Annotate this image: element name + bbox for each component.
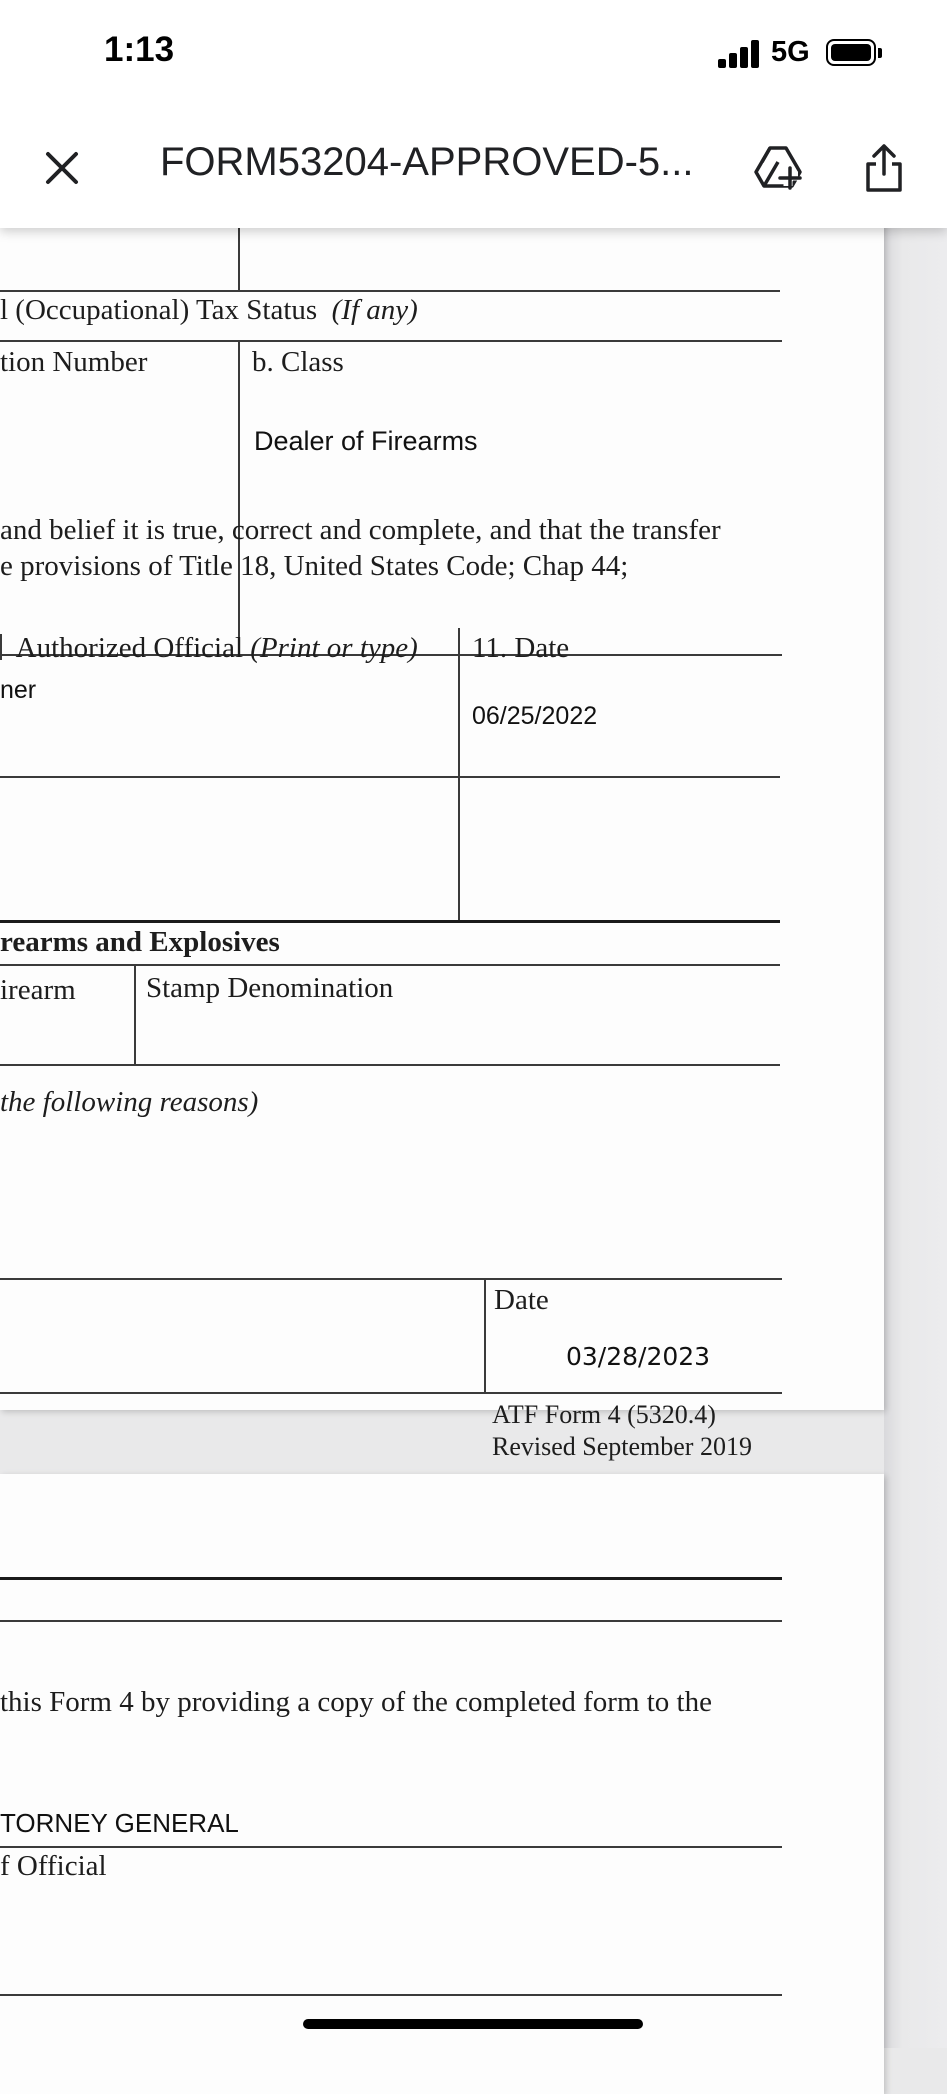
approval-date-value: 03/28/2023 — [566, 1342, 711, 1371]
table-rule — [0, 964, 780, 966]
attorney-general-label: TORNEY GENERAL — [0, 1808, 239, 1838]
form-revision: Revised September 2019 — [492, 1432, 752, 1461]
signal-icon — [718, 40, 762, 68]
viewer-background — [884, 228, 947, 2048]
viewer-toolbar — [0, 108, 947, 228]
firearm-column-label: irearm — [0, 974, 76, 1006]
tax-status-label: l (Occupational) Tax Status (If any) — [0, 294, 418, 326]
battery-icon — [826, 39, 876, 66]
table-rule — [0, 1577, 782, 1580]
add-to-drive-button[interactable] — [752, 142, 804, 194]
share-icon — [860, 140, 908, 196]
table-divider — [238, 340, 240, 654]
official-label: f Official — [0, 1850, 107, 1882]
status-bar — [0, 0, 947, 108]
class-value: Dealer of Firearms — [254, 426, 478, 456]
document-page — [0, 150, 884, 1461]
certification-text-line2: e provisions of Title 18, United States Code; Chap 44; — [0, 550, 629, 582]
reasons-label: the following reasons) — [0, 1086, 259, 1118]
network-type: 5G — [771, 36, 810, 68]
authorized-official-value: ner — [0, 676, 37, 704]
table-rule — [0, 340, 782, 342]
table-divider — [484, 1278, 486, 1392]
table-divider — [134, 964, 136, 1066]
stamp-denomination-label: Stamp Denomination — [146, 972, 394, 1004]
table-rule — [0, 1994, 782, 1996]
authorized-official-label: Authorized Official (Print or type) — [0, 632, 418, 665]
add-to-drive-icon — [752, 142, 804, 194]
status-time: 1:13 — [104, 30, 175, 69]
notification-text: this Form 4 by providing a copy of the completed form to the — [0, 1686, 712, 1718]
table-rule — [0, 920, 780, 923]
table-divider — [238, 228, 240, 290]
table-divider — [458, 628, 460, 920]
atf-section-title: rearms and Explosives — [0, 926, 280, 958]
table-rule — [0, 1620, 782, 1622]
registration-number-label: tion Number — [0, 346, 148, 378]
home-indicator[interactable] — [303, 2019, 643, 2029]
class-label: b. Class — [252, 346, 344, 378]
share-button[interactable] — [860, 140, 908, 196]
document-page — [0, 1474, 884, 2094]
certification-text-line1: and belief it is true, correct and complete, and that the transfer — [0, 514, 721, 546]
date-value: 06/25/2022 — [472, 702, 598, 730]
approval-date-label: Date — [494, 1284, 549, 1316]
form-identifier: ATF Form 4 (5320.4) — [492, 1400, 716, 1429]
table-rule — [0, 776, 780, 778]
table-rule — [0, 1064, 780, 1066]
table-rule — [0, 290, 780, 292]
table-rule — [0, 1392, 782, 1394]
close-icon — [40, 146, 84, 190]
document-title: FORM53204-APPROVED-5... — [160, 140, 694, 184]
close-button[interactable] — [40, 146, 84, 190]
date-label: 11. Date — [472, 632, 570, 664]
table-rule — [0, 1846, 782, 1848]
table-rule — [0, 1278, 782, 1280]
